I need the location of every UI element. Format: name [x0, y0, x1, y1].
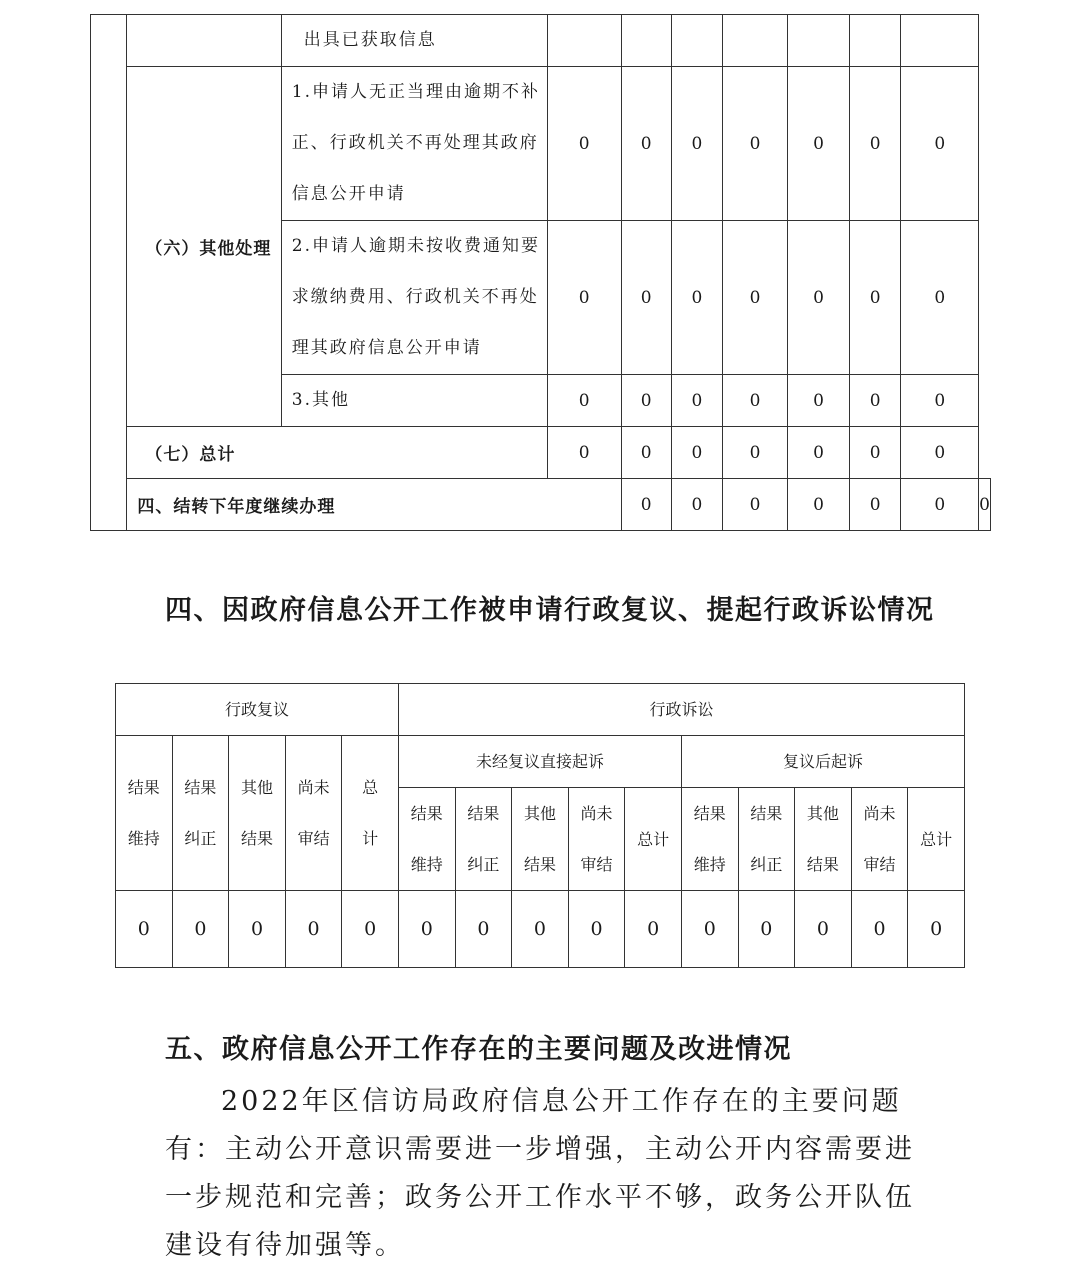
row-desc: 2.申请人逾期未按收费通知要求缴纳费用、行政机关不再处理其政府信息公开申请: [281, 221, 547, 375]
value-cell: [547, 15, 621, 67]
col-header: 其他 结果: [512, 788, 569, 891]
col-header: 结果 纠正: [455, 788, 512, 891]
value-cell: 0: [547, 427, 621, 479]
table-row: [116, 736, 965, 788]
value-cell: 0: [671, 221, 722, 375]
col-header: 尚未 审结: [285, 736, 342, 891]
value-cell: 0: [850, 67, 901, 221]
value-cell: 0: [547, 221, 621, 375]
value-cell: 0: [979, 479, 991, 531]
carry-over-label: 四、结转下年度继续办理: [127, 479, 621, 531]
col-header: 总计: [625, 788, 682, 891]
value-cell: 0: [621, 479, 671, 531]
section-4-title: 四、因政府信息公开工作被申请行政复议、提起行政诉讼情况: [165, 595, 935, 626]
value-cell: 0: [788, 479, 850, 531]
value-cell: 0: [512, 891, 569, 968]
value-cell: 0: [901, 221, 979, 375]
col-header: 总计: [908, 788, 965, 891]
value-cell: 0: [229, 891, 286, 968]
direct-suit-header: 未经复议直接起诉: [398, 736, 681, 788]
table-row: [91, 15, 991, 67]
value-cell: 0: [723, 375, 788, 427]
value-cell: 0: [681, 891, 738, 968]
application-handling-table: [90, 14, 991, 531]
col-header: 其他 结果: [795, 788, 852, 891]
value-cell: 0: [342, 891, 399, 968]
litigation-header: 行政诉讼: [398, 684, 964, 736]
value-cell: 0: [621, 67, 671, 221]
value-cell: 0: [621, 375, 671, 427]
value-cell: 0: [621, 221, 671, 375]
value-cell: 0: [788, 375, 850, 427]
value-cell: 0: [671, 427, 722, 479]
value-cell: 0: [398, 891, 455, 968]
value-cell: 0: [723, 427, 788, 479]
value-cell: 0: [568, 891, 625, 968]
total-label: （七）总计: [127, 427, 547, 479]
review-header: 行政复议: [116, 684, 399, 736]
value-cell: 0: [788, 221, 850, 375]
outer-category-cell: [91, 15, 127, 531]
col-header: 结果 维持: [681, 788, 738, 891]
table-row: [91, 67, 991, 221]
value-cell: 0: [901, 479, 979, 531]
col-header: 结果 维持: [398, 788, 455, 891]
value-cell: 0: [547, 67, 621, 221]
value-cell: [850, 15, 901, 67]
value-cell: 0: [671, 67, 722, 221]
value-cell: 0: [908, 891, 965, 968]
col-header: 总 计: [342, 736, 399, 891]
review-litigation-table: [115, 683, 965, 968]
value-cell: 0: [901, 375, 979, 427]
value-cell: 0: [723, 67, 788, 221]
table-row: [116, 684, 965, 736]
value-cell: 0: [901, 67, 979, 221]
value-cell: 0: [671, 479, 722, 531]
value-cell: 0: [788, 427, 850, 479]
value-cell: 0: [621, 427, 671, 479]
value-cell: [723, 15, 788, 67]
value-cell: 0: [738, 891, 795, 968]
value-cell: 0: [625, 891, 682, 968]
value-cell: [901, 15, 979, 67]
row-desc: 3.其他: [281, 375, 547, 427]
after-review-header: 复议后起诉: [681, 736, 964, 788]
value-cell: [788, 15, 850, 67]
value-cell: 0: [788, 67, 850, 221]
col-header: 结果 纠正: [172, 736, 229, 891]
category-other-handling: （六）其他处理: [127, 67, 281, 427]
section-5-paragraph: 2022年区信访局政府信息公开工作存在的主要问题有：主动公开意识需要进一步增强，主动公开内容需要进一步规范和完善；政务公开工作水平不够，政务公开队伍建设有待加强等。: [165, 1086, 915, 1261]
value-cell: 0: [851, 891, 908, 968]
value-cell: 0: [455, 891, 512, 968]
col-header: 尚未 审结: [568, 788, 625, 891]
table-row: [116, 891, 965, 968]
col-header: 其他 结果: [229, 736, 286, 891]
table-row: [91, 479, 991, 531]
value-cell: 0: [285, 891, 342, 968]
value-cell: [621, 15, 671, 67]
value-cell: 0: [850, 427, 901, 479]
value-cell: 0: [172, 891, 229, 968]
col-header: 尚未 审结: [851, 788, 908, 891]
value-cell: 0: [723, 221, 788, 375]
value-cell: 0: [671, 375, 722, 427]
value-cell: 0: [795, 891, 852, 968]
value-cell: [671, 15, 722, 67]
value-cell: 0: [850, 221, 901, 375]
value-cell: 0: [547, 375, 621, 427]
row-desc: 出具已获取信息: [281, 15, 547, 67]
value-cell: 0: [116, 891, 173, 968]
value-cell: 0: [723, 479, 788, 531]
table-row: [91, 427, 991, 479]
category-cell: [127, 15, 281, 67]
section-5-title: 五、政府信息公开工作存在的主要问题及改进情况: [165, 1034, 792, 1065]
value-cell: 0: [901, 427, 979, 479]
col-header: 结果 维持: [116, 736, 173, 891]
value-cell: 0: [850, 479, 901, 531]
row-desc: 1.申请人无正当理由逾期不补正、行政机关不再处理其政府信息公开申请: [281, 67, 547, 221]
col-header: 结果 纠正: [738, 788, 795, 891]
value-cell: 0: [850, 375, 901, 427]
